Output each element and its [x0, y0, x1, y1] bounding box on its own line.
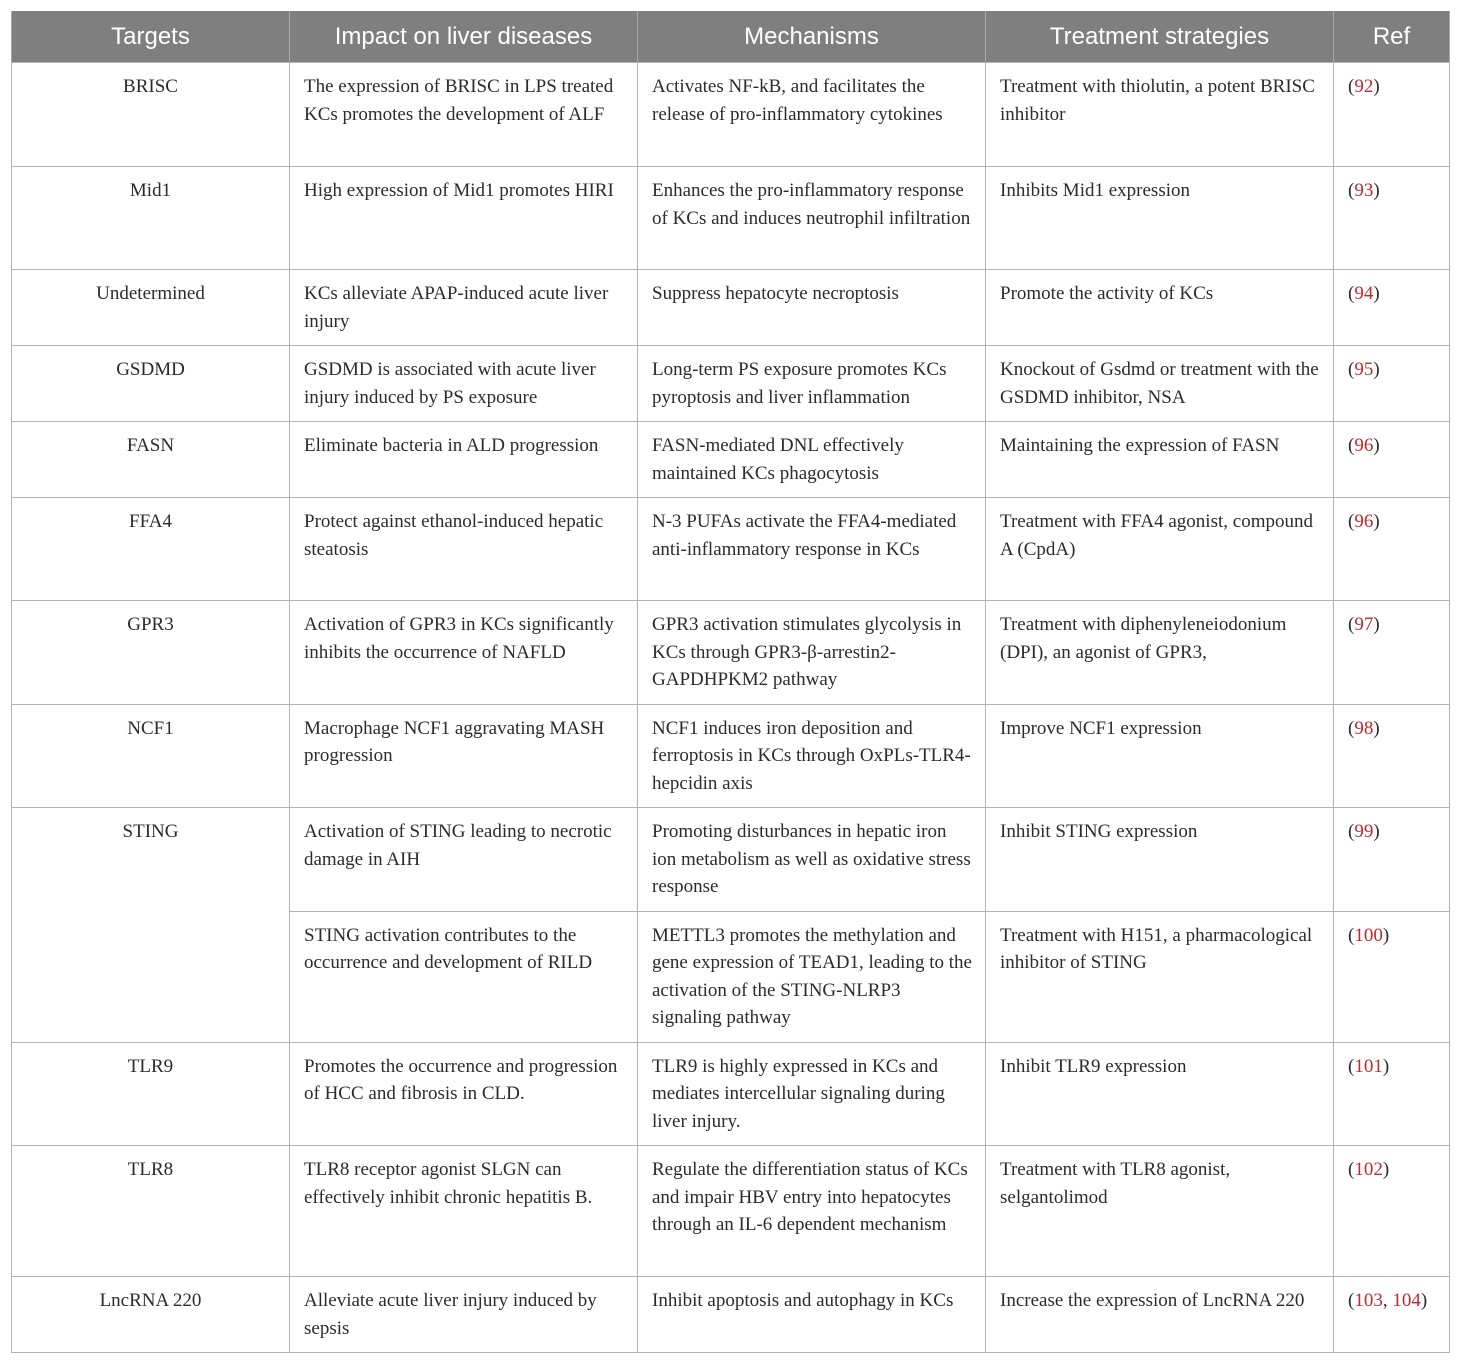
target-cell: FFA4 — [12, 498, 290, 601]
ref-cell: (101) — [1334, 1042, 1450, 1146]
kupffer-targets-table — [11, 11, 1450, 1353]
impact-cell: The expression of BRISC in LPS treated KCs promotes the development of ALF — [290, 63, 638, 167]
ref-link[interactable]: 101 — [1354, 1055, 1383, 1077]
ref-link[interactable]: 104 — [1392, 1290, 1421, 1311]
ref-link[interactable]: 92 — [1354, 76, 1374, 97]
ref-link[interactable]: 93 — [1354, 180, 1374, 201]
impact-cell: GSDMD is associated with acute liver injury induced by PS exposure — [290, 346, 638, 422]
mechanism-cell: Inhibit apoptosis and autophagy in KCs — [638, 1277, 986, 1353]
treatment-cell: Treatment with TLR8 agonist, selgantolimod — [986, 1146, 1334, 1277]
ref-link[interactable]: 102 — [1354, 1159, 1383, 1180]
table-row — [12, 1042, 1450, 1146]
ref-link[interactable]: 103 — [1354, 1290, 1383, 1311]
ref-cell: (98) — [1334, 704, 1450, 808]
impact-cell: STING activation contributes to the occurrence and development of RILD — [290, 911, 638, 1042]
treatment-cell: Promote the activity of KCs — [986, 270, 1334, 346]
table-row — [12, 498, 1450, 601]
impact-cell: Alleviate acute liver injury induced by sepsis — [290, 1277, 638, 1353]
header-treatment: Treatment strategies — [986, 11, 1334, 63]
header-impact: Impact on liver diseases — [290, 11, 638, 63]
mechanism-cell: FASN-mediated DNL effectively maintained KCs phagocytosis — [638, 422, 986, 498]
impact-cell: Protect against ethanol-induced hepatic steatosis — [290, 498, 638, 601]
mechanism-cell: N-3 PUFAs activate the FFA4-mediated anti-inflammatory response in KCs — [638, 498, 986, 601]
table-row — [12, 1146, 1450, 1277]
impact-cell: TLR8 receptor agonist SLGN can effectively inhibit chronic hepatitis B. — [290, 1146, 638, 1277]
mechanism-cell: Regulate the differentiation status of KCs and impair HBV entry into hepatocytes through an IL-6 dependent mechanism — [638, 1146, 986, 1277]
table-row — [12, 63, 1450, 167]
table-row — [12, 167, 1450, 270]
target-cell: TLR8 — [12, 1146, 290, 1277]
ref-link[interactable]: 98 — [1354, 717, 1374, 739]
ref-cell: (92) — [1334, 63, 1450, 167]
target-cell: LncRNA 220 — [12, 1277, 290, 1353]
mechanism-cell: Promoting disturbances in hepatic iron ion metabolism as well as oxidative stress response — [638, 808, 986, 912]
impact-cell: KCs alleviate APAP-induced acute liver injury — [290, 270, 638, 346]
treatment-cell: Inhibit STING expression — [986, 808, 1334, 912]
ref-cell: (93) — [1334, 167, 1450, 270]
ref-cell: (96) — [1334, 498, 1450, 601]
impact-cell: Activation of GPR3 in KCs significantly inhibits the occurrence of NAFLD — [290, 601, 638, 705]
treatment-cell: Inhibits Mid1 expression — [986, 167, 1334, 270]
impact-cell: Macrophage NCF1 aggravating MASH progression — [290, 704, 638, 808]
table-row — [12, 270, 1450, 346]
treatment-cell: Improve NCF1 expression — [986, 704, 1334, 808]
table-row — [12, 601, 1450, 705]
treatment-cell: Treatment with diphenyleneiodonium (DPI), an agonist of GPR3, — [986, 601, 1334, 705]
ref-cell: (99) — [1334, 808, 1450, 912]
mechanism-cell: TLR9 is highly expressed in KCs and mediates intercellular signaling during liver injury. — [638, 1042, 986, 1146]
ref-link[interactable]: 99 — [1354, 821, 1374, 842]
target-cell: GPR3 — [12, 601, 290, 705]
header-targets: Targets — [12, 11, 290, 63]
ref-cell: (102) — [1334, 1146, 1450, 1277]
table-row — [12, 1277, 1450, 1353]
header-ref: Ref — [1334, 11, 1450, 63]
treatment-cell: Knockout of Gsdmd or treatment with the GSDMD inhibitor, NSA — [986, 346, 1334, 422]
ref-cell: (94) — [1334, 270, 1450, 346]
ref-cell: (103, 104) — [1334, 1277, 1450, 1353]
mechanism-cell: Activates NF-kB, and facilitates the release of pro-inflammatory cytokines — [638, 63, 986, 167]
target-cell: STING — [12, 808, 290, 1043]
ref-link[interactable]: 97 — [1354, 614, 1374, 635]
treatment-cell: Treatment with H151, a pharmacological inhibitor of STING — [986, 911, 1334, 1042]
mechanism-cell: NCF1 induces iron deposition and ferroptosis in KCs through OxPLs-TLR4-hepcidin axis — [638, 704, 986, 808]
table-row — [12, 346, 1450, 422]
impact-cell: High expression of Mid1 promotes HIRI — [290, 167, 638, 270]
impact-cell: Eliminate bacteria in ALD progression — [290, 422, 638, 498]
table-row — [12, 704, 1450, 808]
treatment-cell: Treatment with FFA4 agonist, compound A (CpdA) — [986, 498, 1334, 601]
ref-link[interactable]: 94 — [1354, 283, 1374, 304]
mechanism-cell: Suppress hepatocyte necroptosis — [638, 270, 986, 346]
target-cell: FASN — [12, 422, 290, 498]
target-cell: NCF1 — [12, 704, 290, 808]
mechanism-cell: METTL3 promotes the methylation and gene expression of TEAD1, leading to the activation of the STING-NLRP3 signaling pathway — [638, 911, 986, 1042]
mechanism-cell: GPR3 activation stimulates glycolysis in KCs through GPR3-β-arrestin2-GAPDHPKM2 pathway — [638, 601, 986, 705]
target-cell: GSDMD — [12, 346, 290, 422]
header-mechanisms: Mechanisms — [638, 11, 986, 63]
table-row — [12, 808, 1450, 912]
target-cell: TLR9 — [12, 1042, 290, 1146]
treatment-cell: Increase the expression of LncRNA 220 — [986, 1277, 1334, 1353]
impact-cell: Promotes the occurrence and progression of HCC and fibrosis in CLD. — [290, 1042, 638, 1146]
ref-cell: (100) — [1334, 911, 1450, 1042]
impact-cell: Activation of STING leading to necrotic damage in AIH — [290, 808, 638, 912]
header-row — [12, 11, 1450, 63]
ref-link[interactable]: 96 — [1354, 435, 1374, 456]
mechanism-cell: Long-term PS exposure promotes KCs pyroptosis and liver inflammation — [638, 346, 986, 422]
table-row — [12, 422, 1450, 498]
target-cell: Undetermined — [12, 270, 290, 346]
ref-link[interactable]: 95 — [1354, 359, 1374, 380]
ref-cell: (95) — [1334, 346, 1450, 422]
treatment-cell: Inhibit TLR9 expression — [986, 1042, 1334, 1146]
ref-link[interactable]: 96 — [1354, 511, 1374, 532]
treatment-cell: Maintaining the expression of FASN — [986, 422, 1334, 498]
ref-cell: (96) — [1334, 422, 1450, 498]
target-cell: BRISC — [12, 63, 290, 167]
mechanism-cell: Enhances the pro-inflammatory response of KCs and induces neutrophil infiltration — [638, 167, 986, 270]
ref-cell: (97) — [1334, 601, 1450, 705]
target-cell: Mid1 — [12, 167, 290, 270]
ref-link[interactable]: 100 — [1354, 924, 1383, 946]
treatment-cell: Treatment with thiolutin, a potent BRISC inhibitor — [986, 63, 1334, 167]
